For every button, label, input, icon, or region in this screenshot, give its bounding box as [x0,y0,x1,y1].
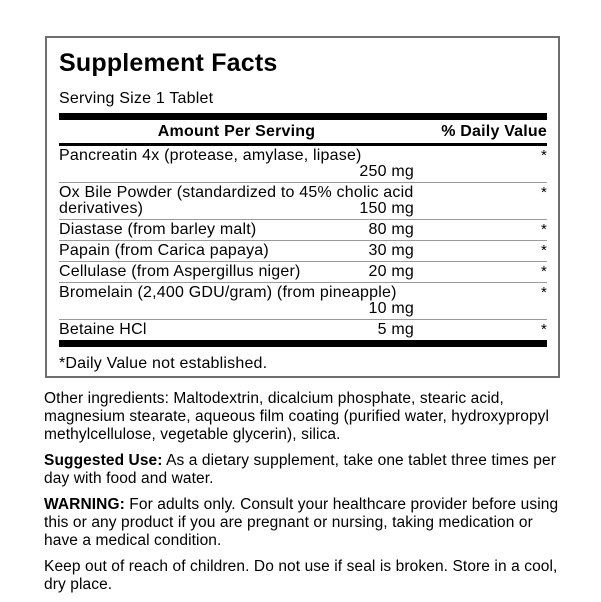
info-paragraph-text: For adults only. Consult your healthcare provider before using this or any product if you are pregnant or nursing, taking medication or have a medical condition. [44,496,559,549]
info-paragraph [44,558,564,594]
ingredient-rows [59,146,547,340]
info-paragraph-lead: Suggested Use: [44,452,163,469]
panel-title: Supplement Facts [59,49,278,77]
ingredient-amount: 30 mg [368,242,414,259]
ingredient-name: Betaine HCl [59,321,147,338]
ingredient-main-cell [59,201,414,217]
info-paragraph [44,390,564,444]
ingredient-row-line1 [59,285,547,301]
ingredient-main-cell [59,164,414,180]
ingredient-main-cell [59,243,414,259]
ingredient-row-line1 [59,185,547,201]
ingredient-amount: 150 mg [359,200,414,217]
ingredient-daily-value: * [540,147,547,164]
ingredient-row-line2 [59,301,547,317]
info-paragraph-lead: WARNING: [44,496,125,513]
supplement-facts-panel [45,36,560,378]
ingredient-daily-value: * [540,263,547,280]
ingredient-daily-value: * [540,242,547,259]
ingredient-row [59,146,547,182]
ingredient-daily-value-spacer [414,201,547,217]
additional-info [44,390,564,602]
ingredient-daily-value: * [540,221,547,238]
divider-thick-top [59,113,547,120]
column-header-daily-value: % Daily Value [441,123,547,140]
serving-size: Serving Size 1 Tablet [59,90,214,107]
info-paragraph [44,452,564,488]
ingredient-row-line1 [59,148,547,164]
ingredient-row-line1 [59,322,547,338]
ingredient-daily-value: * [540,284,547,301]
ingredient-name: Cellulase (from Aspergillus niger) [59,263,301,280]
ingredient-daily-value: * [540,321,547,338]
ingredient-amount: 250 mg [359,163,414,180]
ingredient-row-line1 [59,243,547,259]
ingredient-row [59,282,547,319]
ingredient-amount: 80 mg [368,221,414,238]
ingredient-main-cell [59,264,414,280]
ingredient-row [59,240,547,261]
ingredient-main-cell [59,222,414,238]
ingredient-main-cell [59,148,414,164]
ingredient-amount: 20 mg [368,263,414,280]
ingredient-row-line2 [59,164,547,180]
daily-value-footnote: *Daily Value not established. [59,355,268,372]
ingredient-daily-value: * [540,184,547,201]
ingredient-daily-value-spacer [414,164,547,180]
ingredient-row-line2 [59,201,547,217]
table-header [59,120,547,146]
info-paragraph-text: Keep out of reach of children. Do not use if seal is broken. Store in a cool, dry place. [44,558,558,593]
divider-thick-bottom [59,340,547,347]
ingredient-daily-value-spacer [414,301,547,317]
ingredient-main-cell [59,322,414,338]
ingredient-main-cell [59,301,414,317]
ingredient-name: Pancreatin 4x (protease, amylase, lipase) [59,147,362,164]
info-paragraph-text: Other ingredients: Maltodextrin, dicalcium phosphate, stearic acid, magnesium stearate, aqueous film coating (purified water, hydroxypropyl methylcellulose, vegetable glycerin), silica. [44,390,550,443]
ingredient-row-line1 [59,264,547,280]
ingredient-main-cell [59,285,414,301]
ingredient-row [59,219,547,240]
ingredient-amount: 10 mg [368,300,414,317]
ingredient-name: Ox Bile Powder (standardized to 45% cholic acid [59,184,414,201]
info-paragraph [44,496,564,550]
ingredient-amount: 5 mg [377,321,414,338]
ingredient-row [59,261,547,282]
info-paragraph-text: As a dietary supplement, take one tablet three times per day with food and water. [44,452,556,487]
ingredient-row-line1 [59,222,547,238]
ingredient-name: Diastase (from barley malt) [59,221,257,238]
ingredient-name: Papain (from Carica papaya) [59,242,269,259]
ingredient-name-continued: derivatives) [59,200,144,217]
ingredient-main-cell [59,185,414,201]
ingredient-row [59,319,547,340]
ingredient-row [59,182,547,219]
column-header-amount-per-serving: Amount Per Serving [157,123,316,140]
ingredient-name: Bromelain (2,400 GDU/gram) (from pineapple) [59,284,397,301]
